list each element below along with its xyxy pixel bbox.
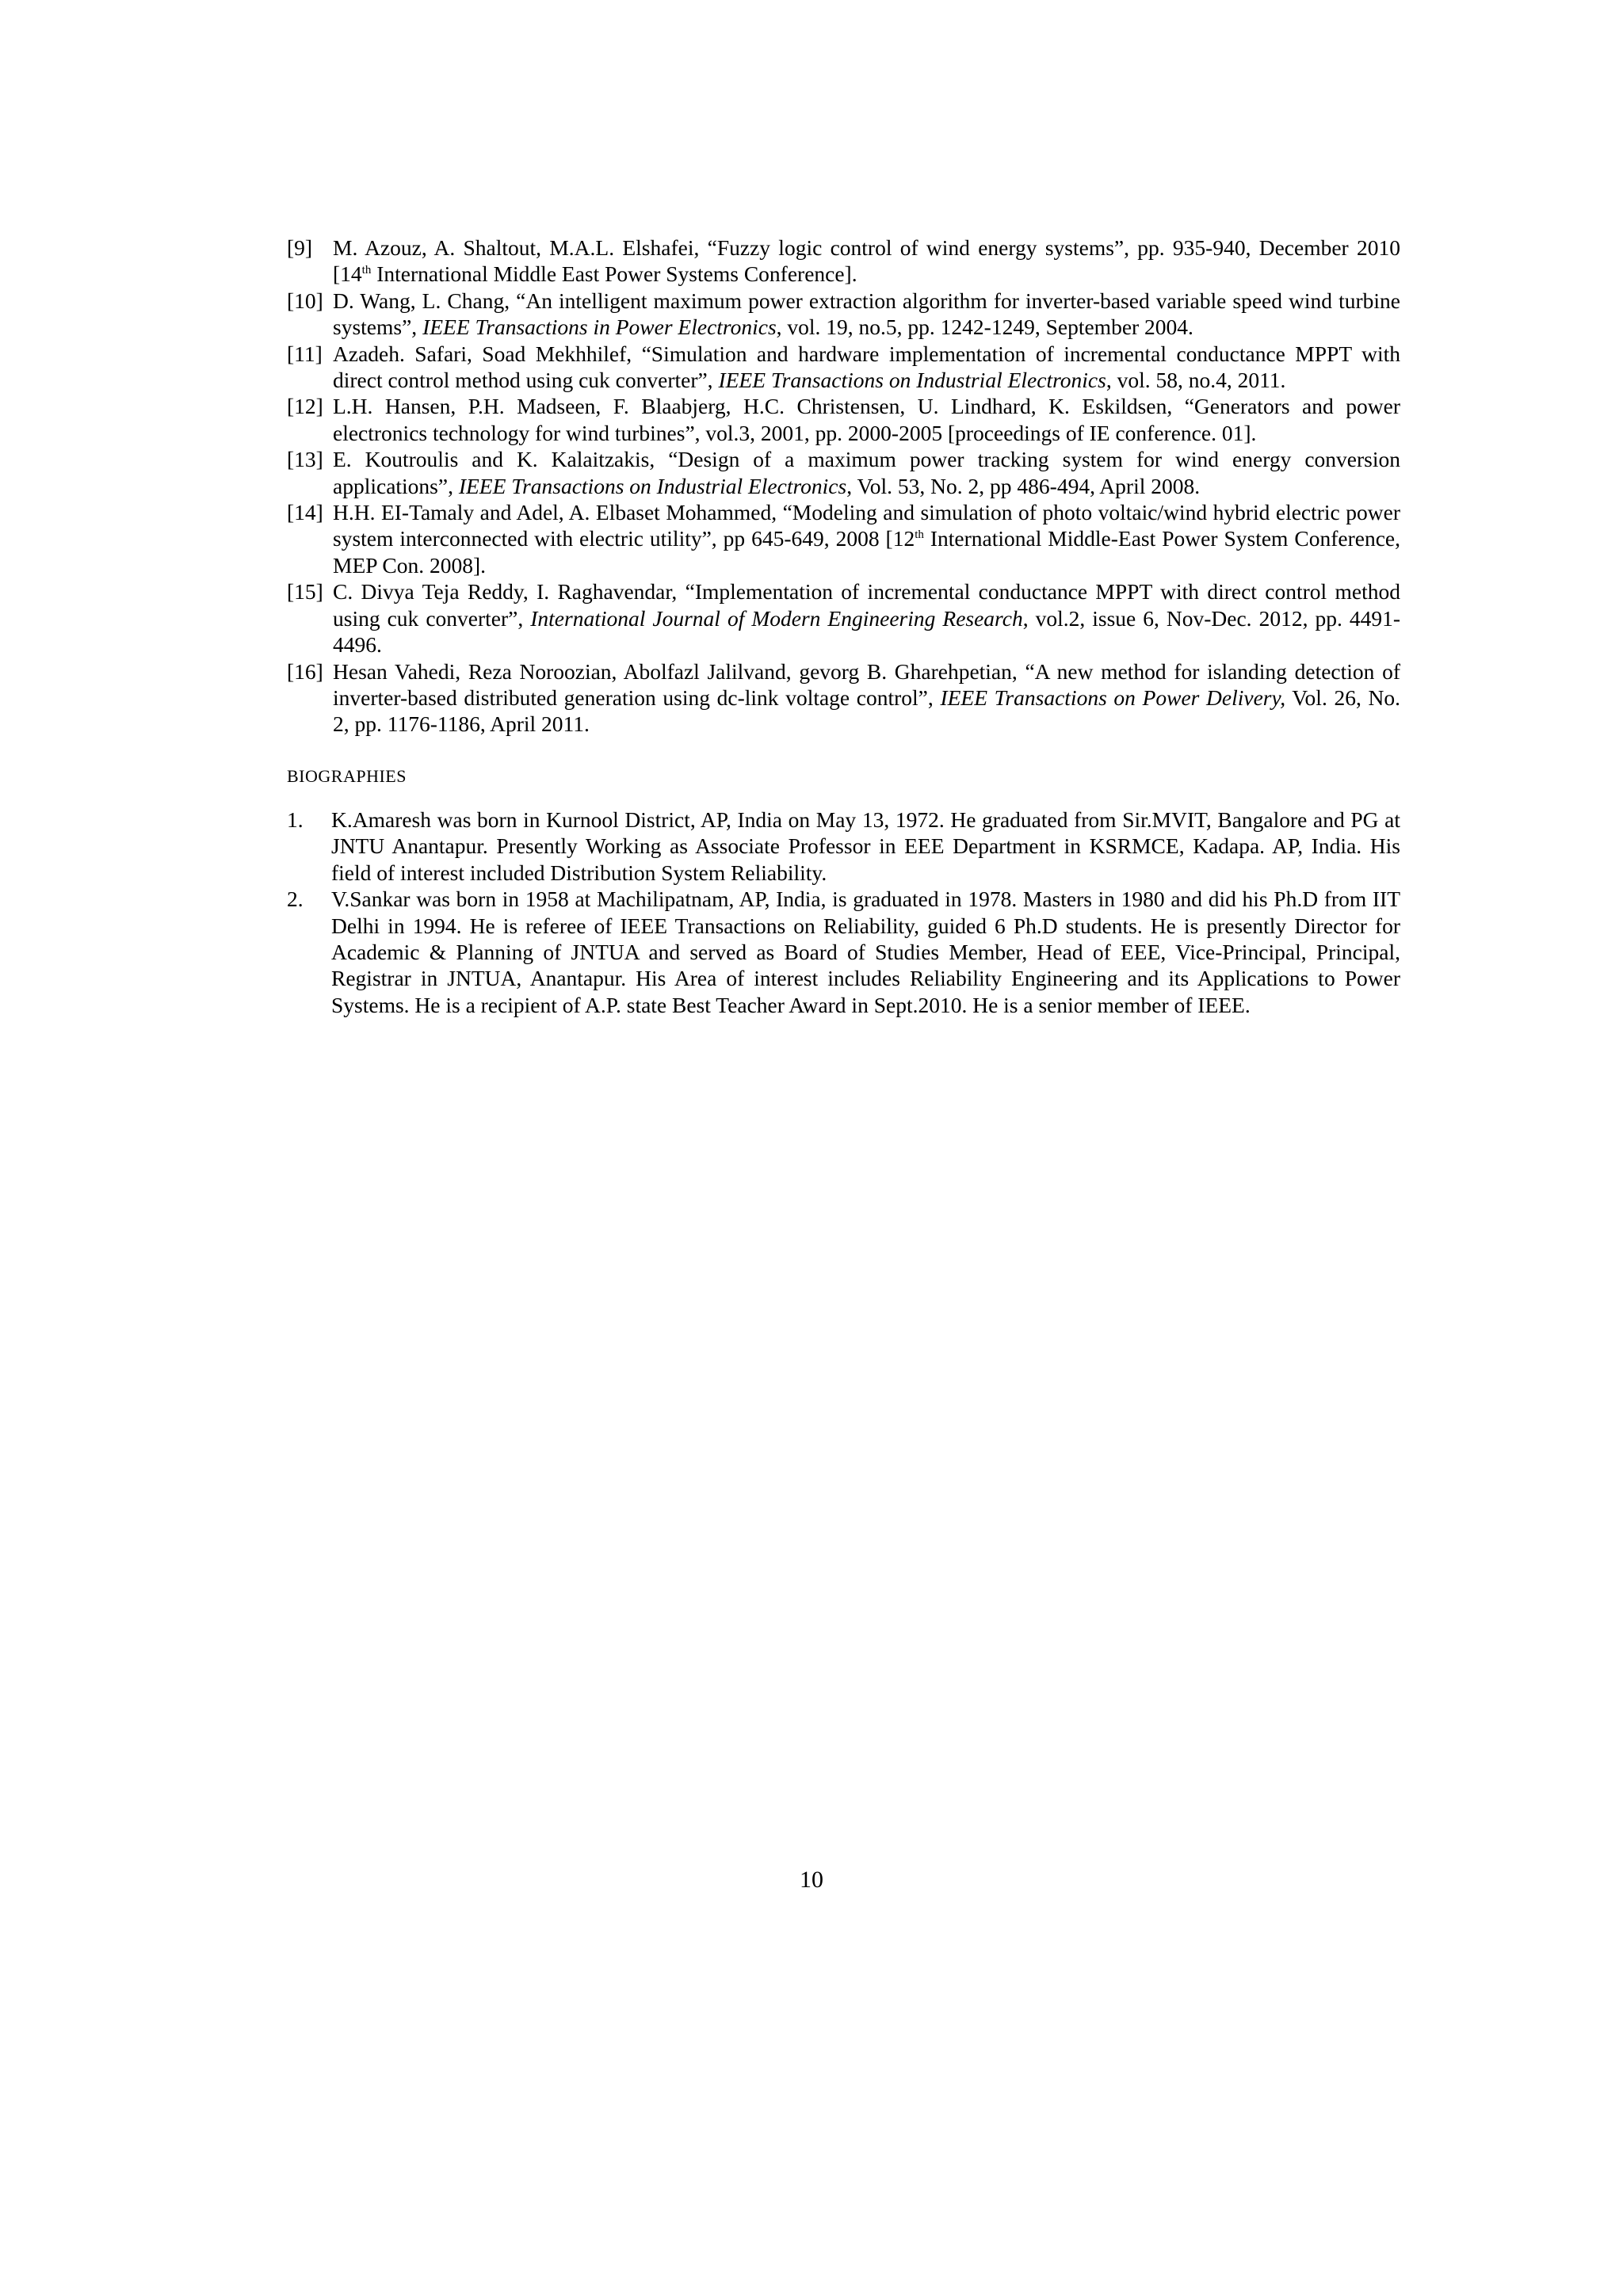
reference-fragment: Azadeh. Safari, Soad Mekhhilef, “Simulation and hardware implementation of incremental conductance MPPT with direct control method using cuk converter”, — [333, 341, 1400, 393]
biography-item — [287, 807, 1400, 886]
reference-number: [11] — [287, 341, 323, 366]
reference-item — [287, 341, 1400, 394]
reference-text — [333, 393, 1400, 446]
biography-text: V.Sankar was born in 1958 at Machilipatnam, AP, India, is graduated in 1978. Masters in 1980 and did his Ph.D from IIT Delhi in 1994. He is referee of IEEE Transactions on Reliability, guided 6 Ph.D students. He is presently Director for Academic & Planning of JNTUA and served as Board of Studies Member, Head of EEE, Vice-Principal, Principal, Registrar in JNTUA, Anantapur. His Area of interest includes Reliability Engineering and its Applications to Power Systems. He is a recipient of A.P. state Best Teacher Award in Sept.2010. He is a senior member of IEEE. — [331, 887, 1400, 1017]
biography-item — [287, 886, 1400, 1018]
reference-fragment: H.H. EI-Tamaly and Adel, A. Elbaset Mohammed, “Modeling and simulation of photo voltaic/wind hybrid electric power system interconnected with electric utility”, pp 645-649, 2008 [12 — [333, 500, 1400, 551]
reference-number: [15] — [287, 579, 323, 605]
reference-item — [287, 499, 1400, 578]
biographies-heading: BIOGRAPHIES — [287, 766, 407, 786]
journal-title: IEEE Transactions on Industrial Electronics — [718, 368, 1106, 393]
reference-text — [333, 578, 1400, 658]
reference-number: [9] — [287, 235, 313, 260]
biography-list — [287, 807, 1400, 1018]
biography-number: 2. — [287, 887, 304, 912]
page-number: 10 — [800, 1867, 823, 1893]
reference-fragment: , vol.2, issue 6, Nov-Dec. 2012, pp. 4491-4496. — [333, 605, 1401, 658]
reference-item — [287, 446, 1400, 499]
reference-fragment: Hesan Vahedi, Reza Noroozian, Abolfazl Jalilvand, gevorg B. Gharehpetian, “A new method for islanding detection of inverter-based distributed generation using dc-link voltage control”, — [333, 658, 1400, 710]
reference-fragment: Vol. 26, No. 2, pp. 1176-1186, April 2011. — [333, 685, 1400, 737]
reference-number: [14] — [287, 500, 323, 525]
reference-fragment: , Vol. 53, No. 2, pp 486-494, April 2008. — [846, 473, 1201, 498]
reference-text — [333, 288, 1400, 341]
biography-text: K.Amaresh was born in Kurnool District, AP, India on May 13, 1972. He graduated from Sir.MVIT, Bangalore and PG at JNTU Anantapur. Presently Working as Associate Professor in EEE Department in KSRMCE, Kadapa. AP, India. His field of interest included Distribution System Reliability. — [331, 807, 1400, 885]
reference-item — [287, 288, 1400, 341]
reference-fragment: L.H. Hansen, P.H. Madseen, F. Blaabjerg, H.C. Christensen, U. Lindhard, K. Eskildsen, “Generators and power electronics technology for wind turbines”, vol.3, 2001, pp. 2000-2005 [proceedings of IE conference. 01]. — [333, 394, 1400, 445]
reference-fragment: C. Divya Teja Reddy, I. Raghavendar, “Implementation of incremental conductance MPPT with direct control method using cuk converter”, — [333, 579, 1400, 631]
superscript: th — [915, 528, 924, 542]
reference-fragment: , vol. 58, no.4, 2011. — [1106, 368, 1286, 393]
reference-item — [287, 235, 1400, 288]
reference-number: [16] — [287, 658, 323, 684]
superscript: th — [361, 264, 372, 277]
reference-text — [333, 658, 1400, 738]
reference-fragment: International Middle-East Power System Conference, MEP Con. 2008]. — [333, 526, 1400, 578]
reference-item — [287, 578, 1400, 658]
reference-list — [287, 235, 1400, 738]
reference-item — [287, 658, 1400, 738]
reference-fragment: D. Wang, L. Chang, “An intelligent maximum power extraction algorithm for inverter-based variable speed wind turbine systems”, — [333, 288, 1400, 340]
reference-fragment: M. Azouz, A. Shaltout, M.A.L. Elshafei, “Fuzzy logic control of wind energy systems”, pp. 935-940, December 2010 [14 — [333, 235, 1400, 287]
journal-title: IEEE Transactions in Power Electronics — [422, 315, 777, 340]
reference-number: [12] — [287, 394, 323, 419]
reference-item — [287, 393, 1400, 446]
reference-text — [333, 446, 1400, 499]
reference-text — [333, 341, 1400, 394]
reference-fragment: E. Koutroulis and K. Kalaitzakis, “Design of a maximum power tracking system for wind energy conversion applications”, — [333, 447, 1400, 498]
reference-text — [333, 499, 1400, 578]
reference-fragment: International Middle East Power Systems Conference]. — [371, 261, 857, 287]
biography-number: 1. — [287, 807, 304, 832]
journal-title: IEEE Transactions on Industrial Electronics — [458, 473, 847, 498]
journal-title: IEEE Transactions on Power Delivery, — [940, 685, 1286, 710]
reference-text — [333, 235, 1400, 288]
reference-fragment: , vol. 19, no.5, pp. 1242-1249, September 2004. — [776, 315, 1193, 340]
journal-title: International Journal of Modern Engineering Research — [530, 605, 1023, 631]
reference-number: [13] — [287, 447, 323, 472]
reference-number: [10] — [287, 288, 323, 313]
